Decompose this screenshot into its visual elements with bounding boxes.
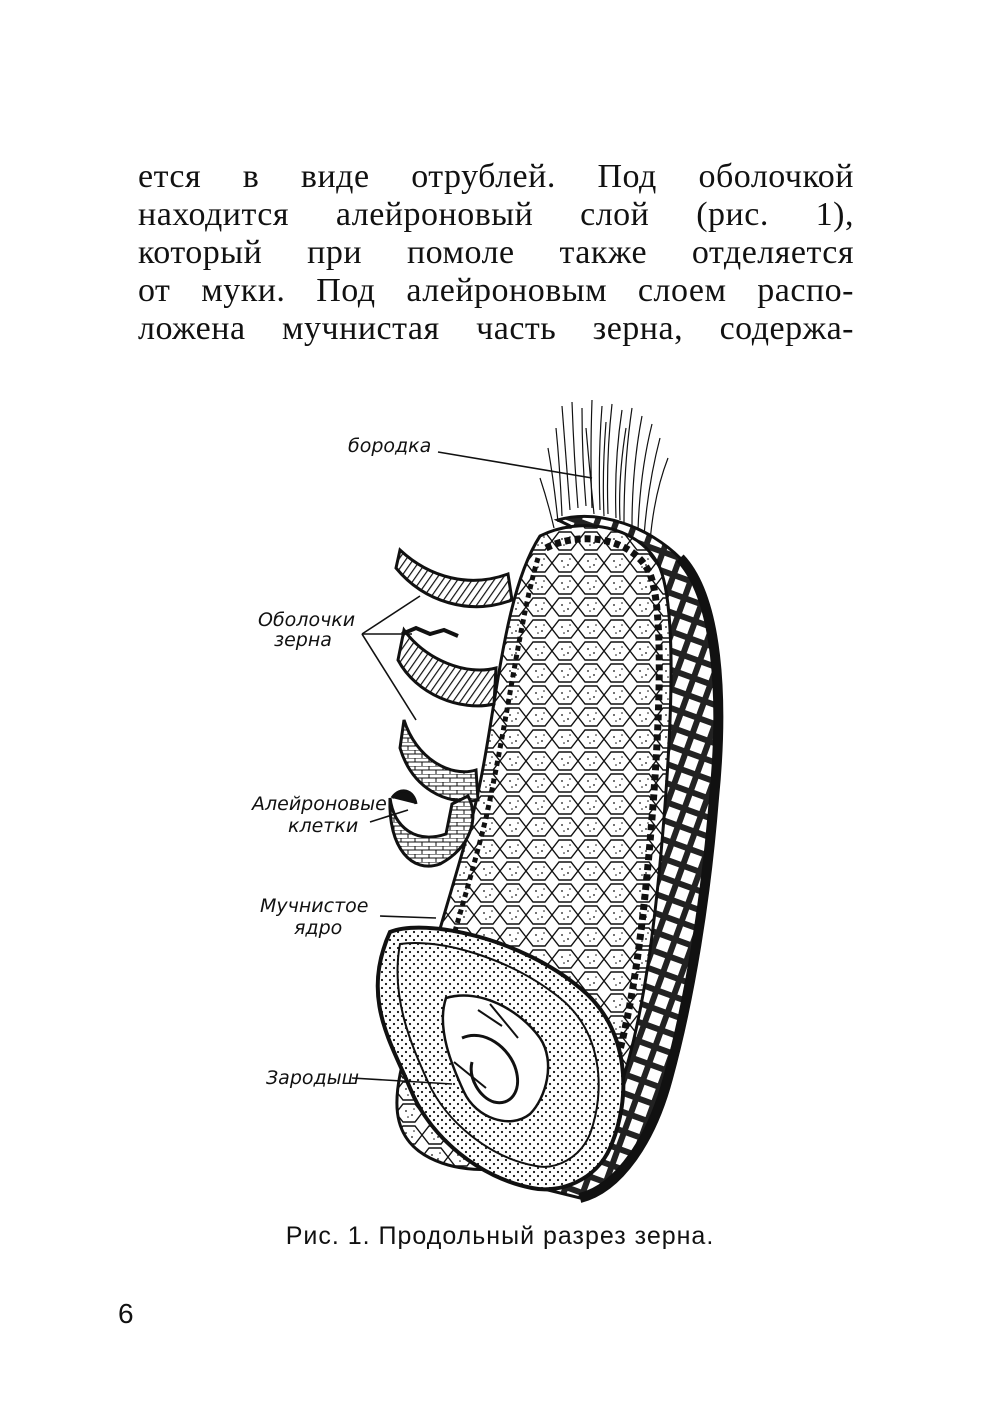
text-line: находится алейроновый слой (рис. 1), [138, 196, 854, 233]
label-aleurone-1: Алейроновые [252, 793, 387, 815]
grain-section-figure [240, 398, 740, 1218]
label-beard: бородка [348, 435, 432, 457]
label-endosperm-1: Мучнистое [260, 895, 369, 917]
label-aleurone-2: клетки [288, 815, 359, 837]
text-line: от муки. Под алейроновым слоем распо- [138, 272, 854, 309]
text-line: ется в виде отрублей. Под оболочкой [138, 158, 854, 195]
label-embryo: Зародыш [266, 1067, 360, 1089]
text-line: который при помоле также отделяется [138, 234, 854, 271]
label-grain-coats-2: зерна [274, 629, 332, 651]
label-endosperm-2: ядро [294, 917, 343, 939]
text-line: ложена мучнистая часть зерна, содержа- [138, 310, 854, 347]
figure-caption: Рис. 1. Продольный разрез зерна. [285, 1222, 715, 1250]
page-number: 6 [118, 1298, 134, 1329]
body-text [138, 158, 854, 348]
label-grain-coats-1: Оболочки [258, 609, 356, 631]
